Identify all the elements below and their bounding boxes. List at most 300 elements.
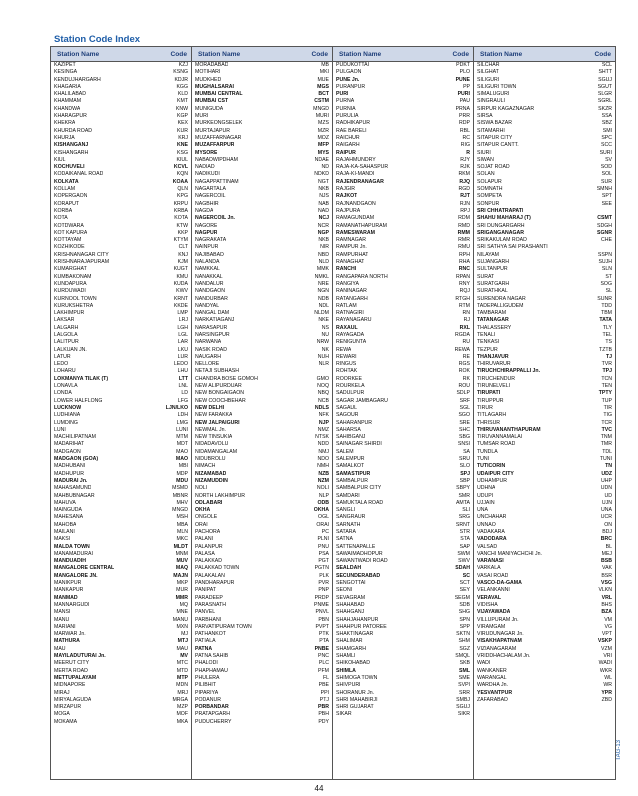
- table-row: [474, 529, 615, 536]
- station-code: SKZR: [598, 105, 612, 112]
- station-code: VAK: [602, 565, 612, 572]
- station-code: NJP: [318, 419, 329, 426]
- station-code: MUE: [317, 76, 329, 83]
- station-code: SDAH: [455, 565, 470, 572]
- table-row: [51, 544, 191, 551]
- station-name: MAYILADUTURAI Jn.: [54, 653, 106, 660]
- station-name: MIRZAPUR: [54, 704, 82, 711]
- table-row: [333, 434, 473, 441]
- station-code: MDU: [176, 477, 188, 484]
- station-code: PGT: [318, 558, 329, 565]
- table-row: [51, 631, 191, 638]
- table-row: [474, 77, 615, 84]
- station-name: TAMBARAM: [477, 310, 507, 317]
- table-row: [333, 368, 473, 375]
- table-row: [474, 441, 615, 448]
- station-name: SAINAGAR SHIRDI: [336, 441, 382, 448]
- station-code: RJ: [463, 317, 470, 324]
- table-row: [51, 383, 191, 390]
- station-code: SUNR: [597, 295, 612, 302]
- table-row: [474, 325, 615, 332]
- column-header: [474, 47, 615, 62]
- station-name: RAMESWARAM: [336, 229, 375, 236]
- station-code: LGH: [177, 324, 188, 331]
- station-code: PVR: [318, 580, 329, 587]
- table-row: [192, 274, 332, 281]
- table-row: [51, 325, 191, 332]
- station-name: MANGALORE JN.: [54, 572, 98, 579]
- station-code: BSR: [601, 572, 612, 579]
- station-code: SIKR: [457, 711, 470, 718]
- station-code: SME: [458, 674, 470, 681]
- table-row: [51, 62, 191, 69]
- station-name: LUNI: [54, 426, 66, 433]
- station-name: WARDHA Jn.: [477, 682, 508, 689]
- station-code: RTGH: [455, 295, 470, 302]
- station-code: KNJ: [178, 251, 188, 258]
- table-row: [51, 77, 191, 84]
- station-name: RANGIYA: [336, 280, 359, 287]
- station-code: SRNT: [455, 521, 470, 528]
- station-name: MUGHALSARAI: [195, 83, 234, 90]
- station-code: SOG: [600, 280, 612, 287]
- station-name: KORBA: [54, 207, 73, 214]
- station-name: MADHUBANI: [54, 463, 86, 470]
- station-name: SILIGURI TOWN: [477, 83, 517, 90]
- station-name: VERAVAL: [477, 594, 502, 601]
- table-row: [192, 500, 332, 507]
- station-name: SHRI MAHABIRJI: [336, 696, 378, 703]
- station-code: KNW: [175, 105, 188, 112]
- table-row: [333, 288, 473, 295]
- station-name: WANKANER: [477, 667, 507, 674]
- table-row: [474, 98, 615, 105]
- station-name: SHAHABAD: [336, 601, 365, 608]
- station-name: PACHORA: [195, 529, 221, 535]
- table-row: [51, 142, 191, 149]
- station-name: KURNOOL TOWN: [54, 295, 97, 302]
- table-row: [192, 434, 332, 441]
- table-row: [333, 602, 473, 609]
- station-code: PGTN: [314, 565, 329, 572]
- station-name: MIDNAPORE: [54, 682, 86, 689]
- station-code: NMH: [317, 463, 329, 470]
- station-code: NJS: [319, 193, 329, 200]
- station-name: PURANPUR: [336, 83, 366, 90]
- station-name: NARASAPUR: [195, 324, 228, 331]
- table-row: [51, 113, 191, 120]
- station-name: MURI: [195, 113, 209, 120]
- station-name: SHAHU MAHARAJ (T): [477, 215, 531, 222]
- station-name: UNCHAHAR: [477, 514, 507, 521]
- station-code: ON: [604, 521, 612, 528]
- table-row: [51, 164, 191, 171]
- station-name: NAGERCOIL Jn.: [195, 215, 235, 222]
- station-name: KHARAGPUR: [54, 113, 87, 120]
- table-row: [474, 266, 615, 273]
- station-name: SRI CHHATRAPATI: [477, 207, 524, 214]
- station-code: VLKN: [598, 587, 612, 594]
- station-name: SIRSA: [477, 113, 493, 120]
- station-code: MUV: [176, 558, 188, 565]
- station-name: NARKATIAGANJ: [195, 317, 235, 324]
- station-code: PLK: [319, 572, 329, 579]
- table-row: [51, 638, 191, 645]
- table-row: [51, 653, 191, 660]
- station-code: PLC: [318, 660, 329, 667]
- station-code: SGUJ: [598, 76, 612, 83]
- station-code: BL: [605, 543, 612, 550]
- station-name: MAHOBA: [54, 521, 77, 528]
- station-code: SLN: [601, 266, 612, 273]
- station-code: TVR: [601, 361, 612, 368]
- station-name: NIDAMANGALAM: [195, 448, 238, 455]
- station-code: AMTA: [455, 499, 470, 506]
- station-code: BSB: [601, 558, 612, 565]
- station-name: SATARA: [336, 529, 356, 535]
- station-code: RHA: [459, 259, 470, 266]
- table-row: [51, 208, 191, 215]
- station-name: SURATHKAL: [477, 288, 508, 295]
- table-row: [192, 631, 332, 638]
- table-row: [474, 237, 615, 244]
- table-row: [51, 405, 191, 412]
- station-name: TIRUR: [477, 404, 493, 411]
- table-row: [333, 157, 473, 164]
- table-row: [333, 223, 473, 230]
- station-name: TITLAGARH: [477, 412, 507, 419]
- table-row: [474, 106, 615, 113]
- station-code: MV: [180, 653, 188, 660]
- station-code: MKC: [176, 536, 188, 543]
- station-code: VM: [604, 616, 612, 623]
- table-row: [333, 77, 473, 84]
- station-code: KWV: [176, 288, 188, 295]
- table-row: [192, 690, 332, 697]
- station-code: MDP: [176, 470, 188, 477]
- station-code: TPJ: [602, 368, 612, 375]
- table-row: [192, 201, 332, 208]
- table-row: [51, 157, 191, 164]
- station-name: RANAGHAT: [336, 259, 365, 266]
- station-name: NAJIBABAD: [195, 251, 224, 258]
- header-station-name: Station Name: [57, 50, 100, 58]
- table-row: [192, 573, 332, 580]
- table-row: [192, 113, 332, 120]
- station-name: CHANDRA BOSE GOMOH: [195, 375, 258, 382]
- table-row: [333, 565, 473, 572]
- station-name: RAJENDRANAGAR: [336, 178, 384, 185]
- station-code: LNL: [178, 383, 188, 390]
- station-code: SV: [605, 156, 612, 163]
- table-row: [333, 354, 473, 361]
- station-code: TBM: [601, 310, 612, 317]
- station-code: WR: [603, 682, 612, 689]
- station-code: RDP: [459, 120, 470, 127]
- table-row: [51, 558, 191, 565]
- station-code: KRNT: [173, 295, 188, 302]
- table-row: [474, 186, 615, 193]
- station-name: LALGARH: [54, 324, 79, 331]
- station-name: WADI: [477, 660, 491, 667]
- station-code: LKU: [177, 346, 188, 353]
- station-code: NCR: [317, 222, 329, 229]
- station-code: ROU: [458, 383, 470, 390]
- table-row: [192, 135, 332, 142]
- station-code: NRW: [316, 339, 329, 346]
- station-code: SMNH: [596, 186, 612, 193]
- station-code: RJT: [460, 193, 470, 200]
- station-name: SHIVPURI: [336, 682, 361, 689]
- station-name: UNA: [477, 507, 488, 514]
- table-row: [192, 449, 332, 456]
- table-row: [474, 230, 615, 237]
- station-code: MAO: [175, 456, 188, 463]
- table-row: [192, 142, 332, 149]
- station-name: LEDO: [54, 361, 69, 368]
- table-row: [333, 617, 473, 624]
- column-header: [192, 47, 332, 62]
- station-code: KZJ: [178, 62, 188, 68]
- table-row: [192, 719, 332, 726]
- table-row: [333, 522, 473, 529]
- table-row: [51, 617, 191, 624]
- station-name: SIWAN: [477, 156, 494, 163]
- station-code: LD: [181, 390, 188, 397]
- table-row: [333, 186, 473, 193]
- station-name: MOGA: [54, 711, 70, 718]
- table-row: [192, 675, 332, 682]
- table-row: [333, 449, 473, 456]
- table-row: [192, 580, 332, 587]
- station-code: TATA: [599, 317, 612, 324]
- station-name: NEW DELHI: [195, 404, 225, 411]
- station-code: SSA: [601, 113, 612, 120]
- station-name: MEERUT CITY: [54, 660, 90, 667]
- station-code: NBD: [318, 251, 329, 258]
- station-name: PATNA: [195, 645, 213, 652]
- station-code: MDT: [176, 441, 188, 448]
- station-name: VRIDDHACHALAM Jn.: [477, 653, 531, 660]
- station-code: SGRL: [597, 98, 612, 105]
- table-row: [333, 427, 473, 434]
- station-code: PTA: [319, 638, 329, 645]
- station-code: SBZ: [601, 120, 612, 127]
- station-name: SRIGANGANAGAR: [477, 229, 524, 236]
- table-row: [192, 405, 332, 412]
- station-code: SLGR: [597, 91, 612, 98]
- station-name: SUJANGARH: [477, 259, 509, 266]
- station-name: SHAHPUR PATOREE: [336, 623, 387, 630]
- header-code: Code: [452, 50, 469, 58]
- station-code: RXL: [459, 324, 470, 331]
- table-row: [192, 587, 332, 594]
- station-name: KOLLAM: [54, 186, 76, 193]
- station-code: SLI: [462, 507, 470, 514]
- station-name: THRISUR: [477, 419, 501, 426]
- station-code: STR: [459, 529, 470, 535]
- table-row: [333, 274, 473, 281]
- table-row: [474, 281, 615, 288]
- station-code: KPG: [177, 193, 188, 200]
- station-name: KURDUWADI: [54, 288, 86, 295]
- table-row: [192, 77, 332, 84]
- station-code: SOD: [600, 164, 612, 171]
- table-row: [474, 675, 615, 682]
- station-name: RENIGUNTA: [336, 339, 367, 346]
- station-code: RMU: [458, 244, 470, 251]
- station-code: PLO: [459, 69, 470, 76]
- station-code: SMR: [458, 492, 470, 499]
- station-name: THIRUVARUR: [477, 361, 511, 368]
- station-code: MKA: [176, 718, 188, 725]
- station-code: RMR: [458, 237, 470, 244]
- station-code: MZP: [177, 704, 188, 711]
- table-row: [474, 653, 615, 660]
- table-row: [192, 281, 332, 288]
- station-code: RU: [462, 339, 470, 346]
- table-row: [192, 704, 332, 711]
- station-code: SRF: [459, 397, 470, 404]
- station-name: OKHA: [195, 507, 211, 514]
- table-row: [51, 150, 191, 157]
- station-name: SURENDRA NAGAR: [477, 295, 526, 302]
- station-name: UNNAO: [477, 521, 496, 528]
- table-row: [192, 237, 332, 244]
- table-row: [192, 427, 332, 434]
- station-code: LMP: [177, 310, 188, 317]
- station-code: UCR: [600, 514, 612, 521]
- station-name: PALASA: [195, 550, 215, 557]
- station-name: SEONI: [336, 587, 353, 594]
- table-row: [333, 551, 473, 558]
- table-row: [51, 507, 191, 514]
- table-row: [333, 675, 473, 682]
- table-row: [192, 638, 332, 645]
- table-row: [51, 485, 191, 492]
- table-row: [333, 668, 473, 675]
- station-name: RAICHUR: [336, 134, 360, 141]
- station-name: MALDA TOWN: [54, 543, 90, 550]
- station-code: ZBD: [601, 696, 612, 703]
- station-code: LGL: [178, 331, 188, 338]
- station-name: NIMACH: [195, 463, 216, 470]
- station-code: SCT: [459, 580, 470, 587]
- station-name: NAINPUR: [195, 244, 219, 251]
- table-row: [51, 529, 191, 536]
- station-name: KHANDWA: [54, 105, 81, 112]
- table-row: [51, 704, 191, 711]
- station-name: VADODARA: [477, 536, 507, 543]
- station-code: PLNI: [317, 536, 329, 543]
- station-code: RQJ: [459, 288, 470, 295]
- table-row: [474, 631, 615, 638]
- station-name: SECUNDERABAD: [336, 572, 381, 579]
- station-code: KUGT: [173, 266, 188, 273]
- table-column-1: [51, 47, 192, 779]
- station-name: NARSINGPUR: [195, 331, 230, 338]
- table-row: [474, 310, 615, 317]
- station-code: PP: [463, 83, 470, 90]
- station-name: PUDUCHERRY: [195, 718, 232, 725]
- station-code: LDH: [177, 412, 188, 419]
- station-code: RJQ: [459, 178, 470, 185]
- table-row: [474, 471, 615, 478]
- station-name: SRI DUNGARGARH: [477, 222, 525, 229]
- table-row: [474, 208, 615, 215]
- station-code: BCT: [318, 91, 329, 98]
- station-code: ST: [605, 273, 612, 280]
- station-name: MANGALORE CENTRAL: [54, 565, 115, 572]
- station-name: SINGRAULI: [477, 98, 505, 105]
- station-code: FL: [322, 674, 329, 681]
- table-row: [51, 500, 191, 507]
- station-name: PATNA SAHIB: [195, 653, 229, 660]
- table-row: [474, 332, 615, 339]
- table-row: [333, 62, 473, 69]
- station-code: SKTN: [456, 631, 470, 638]
- table-row: [192, 368, 332, 375]
- station-name: VASAI ROAD: [477, 572, 509, 579]
- station-code: MNM: [175, 550, 188, 557]
- station-name: TATANAGAR: [477, 317, 509, 324]
- table-row: [192, 339, 332, 346]
- column-header: [333, 47, 473, 62]
- station-code: RC: [462, 134, 470, 141]
- station-name: PUDUKOTTAI: [336, 62, 370, 68]
- station-name: SAMUKTALA ROAD: [336, 499, 384, 506]
- station-name: SRI SATHYA SAI PRASHANTI: [477, 244, 548, 251]
- station-code: NKB: [318, 186, 329, 193]
- station-code: RMD: [458, 222, 470, 229]
- station-name: THIRUVANANTHAPURAM: [477, 426, 541, 433]
- station-name: SILGHAT: [477, 69, 499, 76]
- table-row: [192, 164, 332, 171]
- table-row: [51, 573, 191, 580]
- station-name: ORAI: [195, 521, 208, 528]
- table-row: [192, 544, 332, 551]
- table-row: [474, 317, 615, 324]
- station-name: LOHARU: [54, 368, 76, 375]
- table-row: [474, 244, 615, 251]
- table-row: [474, 514, 615, 521]
- station-name: LOWER HALFLONG: [54, 397, 103, 404]
- station-code: TPTY: [598, 390, 612, 397]
- table-row: [192, 617, 332, 624]
- station-name: MERTA ROAD: [54, 667, 88, 674]
- station-name: MUZAFFARPUR: [195, 142, 235, 149]
- table-row: [474, 171, 615, 178]
- table-row: [333, 638, 473, 645]
- station-name: UJJAIN: [477, 499, 495, 506]
- station-code: TIG: [603, 412, 612, 419]
- station-code: SA: [463, 448, 470, 455]
- station-name: VELANKANNI: [477, 587, 510, 594]
- station-code: YPR: [601, 689, 612, 696]
- station-code: R: [466, 149, 470, 156]
- station-name: KUNDAPURA: [54, 280, 87, 287]
- station-code: RPAN: [455, 273, 470, 280]
- table-row: [51, 456, 191, 463]
- station-code: NMJ: [318, 448, 329, 455]
- station-name: RATLAM: [336, 302, 357, 309]
- station-name: NARWANA: [195, 339, 222, 346]
- station-name: SULTANPUR: [477, 266, 508, 273]
- table-row: [192, 171, 332, 178]
- station-name: PUNE Jn.: [336, 76, 360, 83]
- station-name: MUDKHED: [195, 76, 222, 83]
- station-code: MTJ: [177, 638, 188, 645]
